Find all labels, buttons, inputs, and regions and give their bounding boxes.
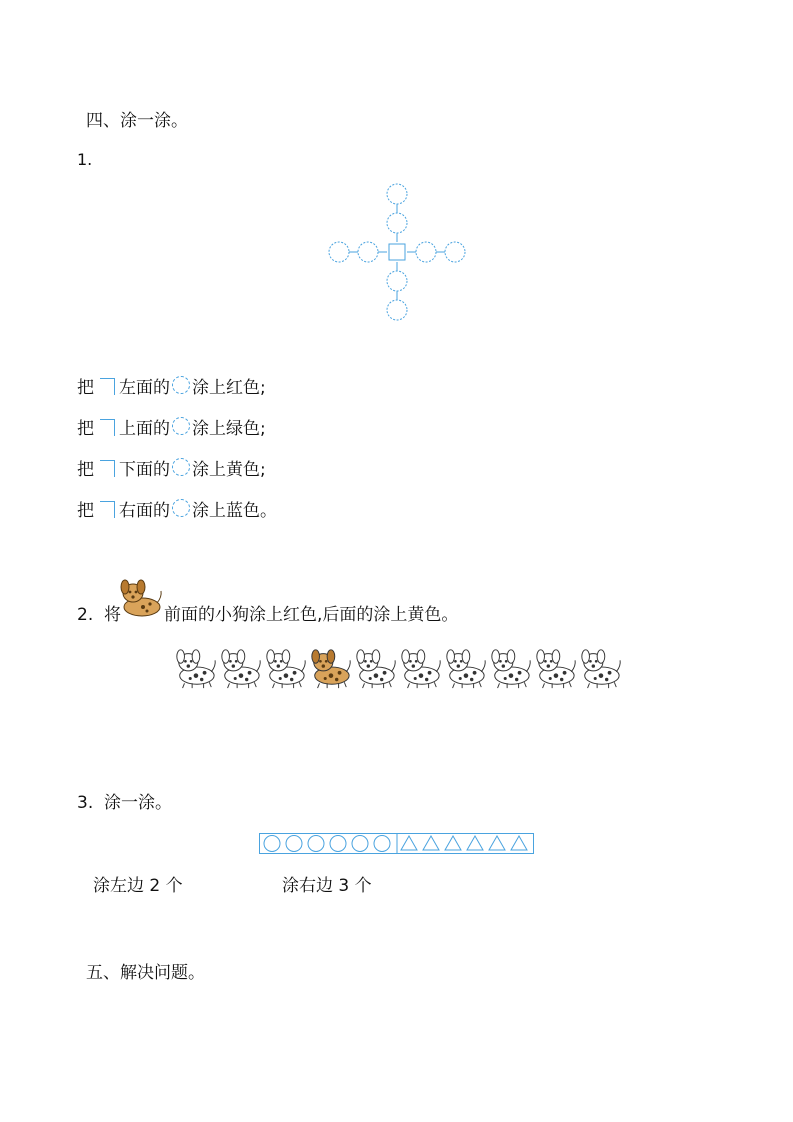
cross-diagram xyxy=(320,180,475,325)
dog-icon xyxy=(488,646,532,690)
section-title: 五、解决问题。 xyxy=(86,963,205,983)
question-2-line: 2. 将 xyxy=(77,605,122,625)
dog-icon xyxy=(353,646,397,690)
square-icon xyxy=(100,419,115,436)
triangle-shape xyxy=(489,836,505,850)
dog-icon xyxy=(443,646,487,690)
triangle-shape xyxy=(445,836,461,850)
question-number: 1. xyxy=(77,150,93,169)
instruction-row: 把 上面的 涂上绿色; xyxy=(77,419,266,439)
diagram-circle xyxy=(416,242,436,262)
dog-icon xyxy=(173,646,217,690)
circle-icon xyxy=(172,458,190,476)
square-icon xyxy=(100,378,115,395)
highlighted-dog-icon xyxy=(308,646,352,690)
instruction-row: 把 右面的 涂上蓝色。 xyxy=(77,501,277,521)
diagram-circle xyxy=(387,213,407,233)
triangle-shape xyxy=(423,836,439,850)
circle-shape xyxy=(308,836,324,852)
triangle-shape xyxy=(401,836,417,850)
square-icon xyxy=(100,460,115,477)
question-2-text: 前面的小狗涂上红色,后面的涂上黄色。 xyxy=(164,605,459,625)
circle-shape xyxy=(330,836,346,852)
dog-icon xyxy=(578,646,622,690)
center-square xyxy=(389,244,405,260)
triangle-shape xyxy=(467,836,483,850)
dog-icon xyxy=(263,646,307,690)
dog-icon xyxy=(533,646,577,690)
diagram-circle xyxy=(329,242,349,262)
right-instruction: 涂右边 3 个 xyxy=(282,876,372,896)
circle-shape xyxy=(374,836,390,852)
dog-icon xyxy=(398,646,442,690)
circle-shape xyxy=(286,836,302,852)
circle-shape xyxy=(264,836,280,852)
question-3-line: 3. 涂一涂。 xyxy=(77,793,173,813)
dog-row xyxy=(173,646,623,690)
shape-box xyxy=(259,833,534,854)
diagram-circle xyxy=(387,300,407,320)
diagram-circle xyxy=(387,184,407,204)
instruction-row: 把 左面的 涂上红色; xyxy=(77,378,266,398)
triangle-shape xyxy=(511,836,527,850)
diagram-circle xyxy=(358,242,378,262)
left-instruction: 涂左边 2 个 xyxy=(93,876,183,896)
circle-shape xyxy=(352,836,368,852)
dog-icon xyxy=(218,646,262,690)
diagram-circle xyxy=(387,271,407,291)
dog-icon xyxy=(117,577,163,621)
circle-icon xyxy=(172,417,190,435)
square-icon xyxy=(100,501,115,518)
instruction-row: 把 下面的 涂上黄色; xyxy=(77,460,266,480)
circle-icon xyxy=(172,376,190,394)
section-title: 四、涂一涂。 xyxy=(86,111,188,131)
diagram-circle xyxy=(445,242,465,262)
circle-icon xyxy=(172,499,190,517)
